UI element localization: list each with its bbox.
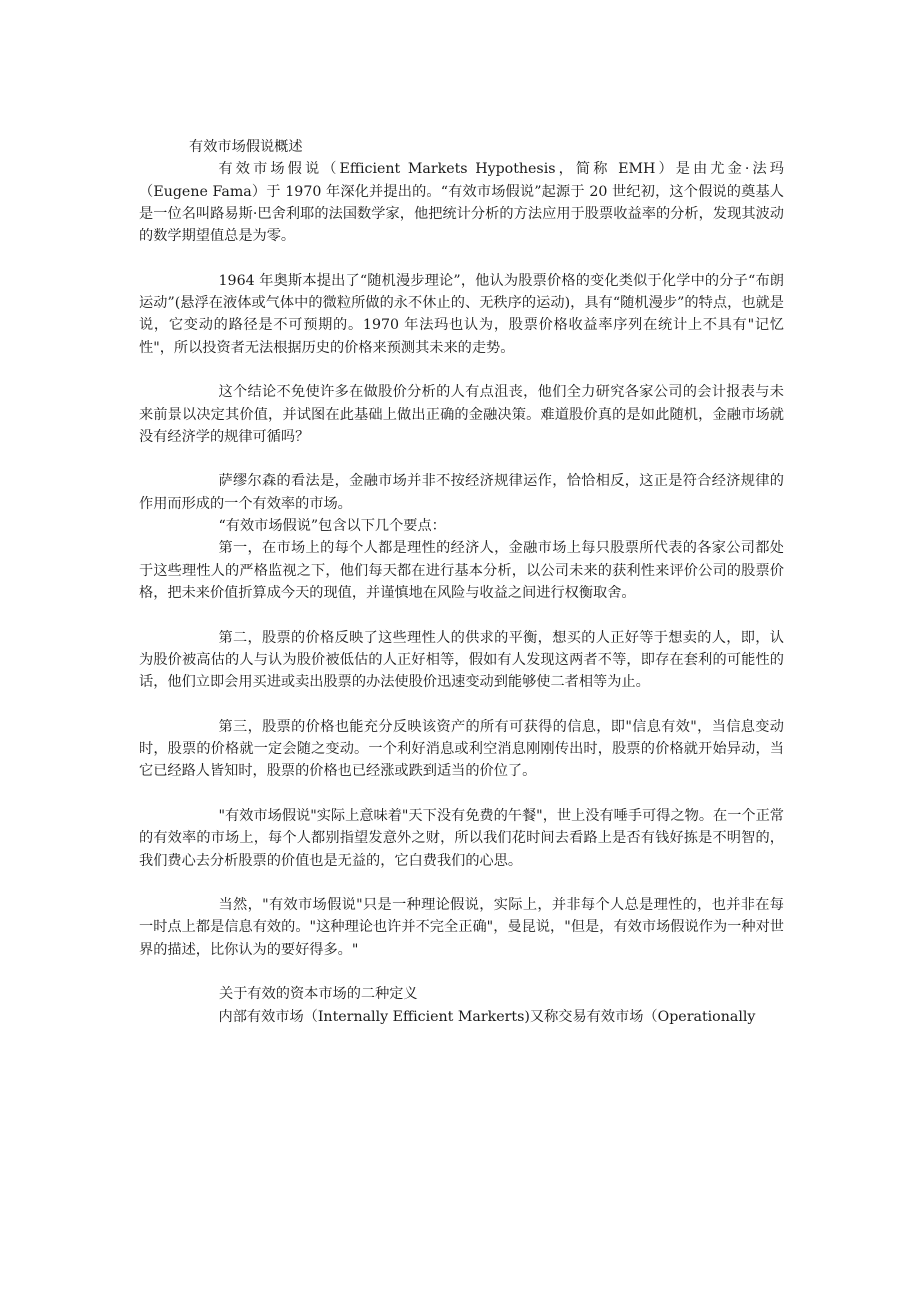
- paragraph-no-free-lunch: "有效市场假说"实际上意味着"天下没有免费的午餐"，世上没有唾手可得之物。在一个正常的有效率的市场上，每个人都别指望发意外之财，所以我们花时间去看路上是否有钱好拣是不明智的，我们费心去分析股票的价值也是无益的，它白费我们的心思。: [139, 807, 784, 869]
- paragraph-gap: [139, 359, 784, 381]
- paragraph-point-two: 第二，股票的价格反映了这些理性人的供求的平衡，想买的人正好等于想卖的人，即，认为股价被高估的人与认为股价被低估的人正好相等，假如有人发现这两者不等，即存在套利的可能性的话，他们立即会用买进或卖出股票的办法使股价迅速变动到能够使二者相等为止。: [139, 629, 784, 691]
- paragraph-gap: [139, 448, 784, 470]
- paragraph-gap: [139, 961, 784, 983]
- paragraph-gap: [139, 693, 784, 715]
- document-page: [139, 136, 784, 1028]
- paragraph-mankiw: 当然，"有效市场假说"只是一种理论假说，实际上，并非每个人总是理性的，也并非在每一时点上都是信息有效的。"这种理论也许并不完全正确"，曼昆说，"但是，有效市场假说作为一种对世界的描述，比你认为的要好得多。": [139, 897, 784, 958]
- paragraph-random-walk: 1964 年奥斯本提出了“随机漫步理论”，他认为股票价格的变化类似于化学中的分子“布朗运动”(悬浮在液体或气体中的微粒所做的永不休止的、无秩序的运动)，具有“随机漫步”的特点，也就是说，它变动的路径是不可预期的。1970 年法玛也认为，股票价格收益率序列在统计上不具有"记忆性"，所以投资者无法根据历史的价格来预测其未来的走势。: [139, 272, 784, 356]
- paragraph-internal-efficiency: 内部有效市场（Internally Efficient Markerts)又称交易有效市场（Operationally: [218, 1008, 756, 1025]
- section-title: 关于有效的资本市场的二种定义: [219, 986, 418, 1003]
- paragraph-samuelson: 萨缪尔森的看法是，金融市场并非不按经济规律运作，恰恰相反，这正是符合经济规律的作用而形成的一个有效率的市场。: [139, 473, 784, 512]
- paragraph-point-one: 第一，在市场上的每个人都是理性的经济人，金融市场上每只股票所代表的各家公司都处于这些理性人的严格监视之下，他们每天都在进行基本分析，以公司未来的获利性来评价公司的股票价格，把未来价值折算成今天的现值，并谨慎地在风险与收益之间进行权衡取舍。: [139, 540, 784, 601]
- paragraph-intro: 有效市场假说（Efficient Markets Hypothesis，简称 EMH）是由尤金·法玛（Eugene Fama）于 1970 年深化并提出的。“有效市场假说”起源于 20 世纪初，这个假说的奠基人是一位名叫路易斯·巴舍利耶的法国数学家，他把统计分析的方法应用于股票收益率的分析，发现其波动的数学期望值总是为零。: [139, 161, 784, 245]
- paragraph-gap: [139, 247, 784, 269]
- paragraph-key-points-intro: “有效市场假说”包含以下几个要点：: [218, 518, 446, 535]
- paragraph-gap: [139, 783, 784, 805]
- paragraph-conclusion: 这个结论不免使许多在做股价分析的人有点沮丧，他们全力研究各家公司的会计报表与未来前景以决定其价值，并试图在此基础上做出正确的金融决策。难道股价真的是如此随机，金融市场就没有经济学的规律可循吗？: [139, 384, 784, 445]
- paragraph-point-three: 第三，股票的价格也能充分反映该资产的所有可获得的信息，即"信息有效"，当信息变动时，股票的价格就一定会随之变动。一个利好消息或利空消息刚刚传出时，股票的价格就开始异动，当它已经路人皆知时，股票的价格也已经涨或跌到适当的价位了。: [139, 718, 784, 780]
- paragraph-gap: [139, 872, 784, 894]
- document-title: 有效市场假说概述: [189, 139, 303, 155]
- paragraph-gap: [139, 604, 784, 626]
